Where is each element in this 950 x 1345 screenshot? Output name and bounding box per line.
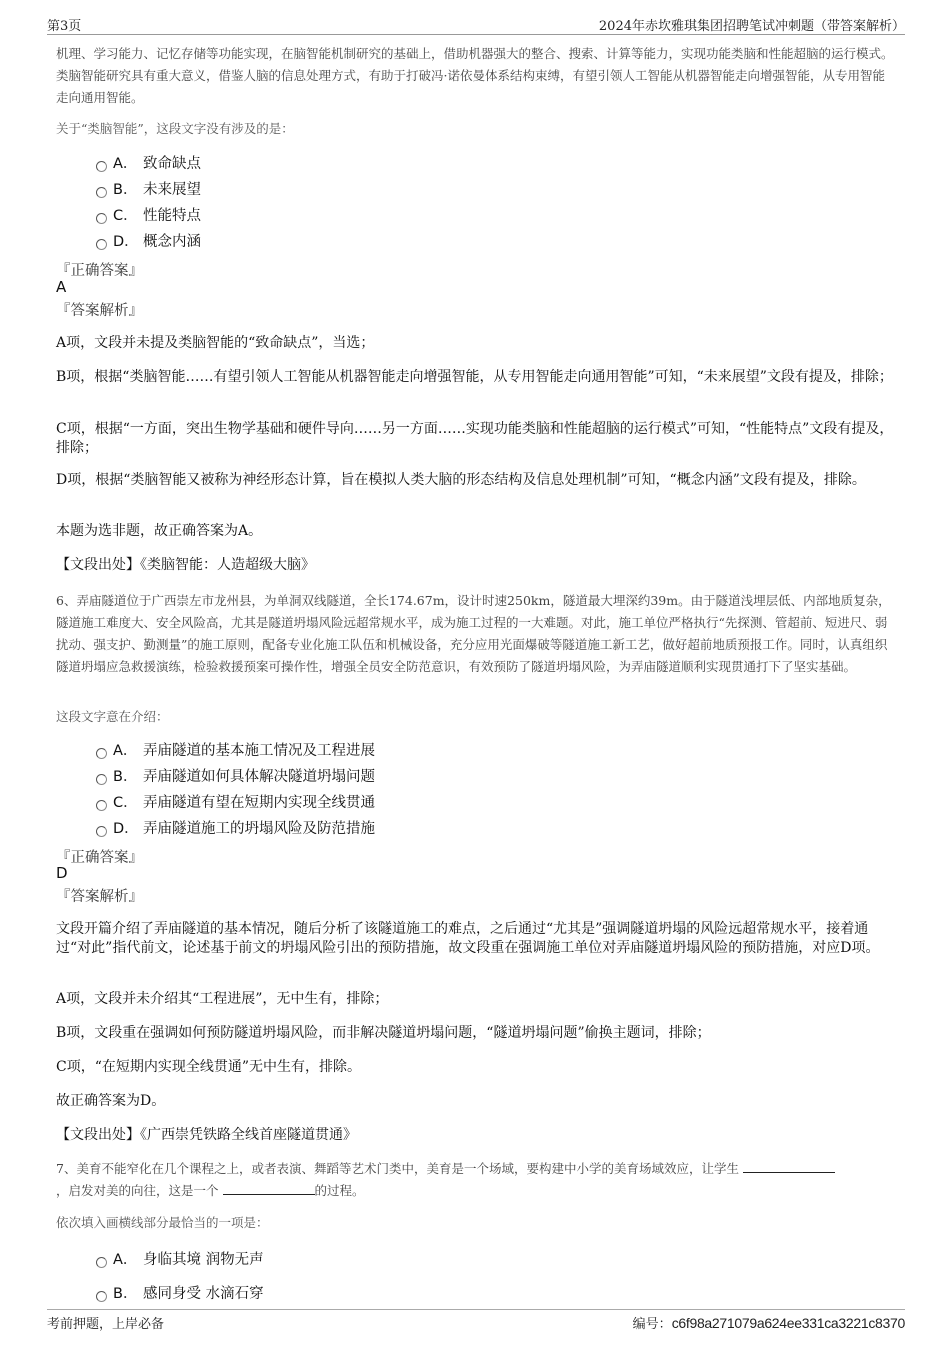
q5-conclusion: 本题为选非题，故正确答案为A。: [56, 523, 263, 539]
q6-option-c[interactable]: C． 弄庙隧道有望在短期内实现全线贯通: [96, 791, 375, 815]
radio-icon[interactable]: [96, 774, 107, 785]
fill-blank-2[interactable]: [223, 1181, 315, 1195]
q5-analysis-b: B项，根据“类脑智能……有望引领人工智能从机器智能走向增强智能，从专用智能走向通用智能”可知，“未来展望”文段有提及，排除；: [56, 369, 893, 385]
q5-analysis-d: D项，根据“类脑智能又被称为神经形态计算，旨在模拟人类大脑的形态结构及信息处理机制”可知，“概念内涵”文段有提及，排除。: [56, 472, 866, 488]
q6-correct-label: 『正确答案』: [56, 850, 143, 866]
fill-blank-1[interactable]: [743, 1159, 835, 1173]
radio-icon[interactable]: [96, 1291, 107, 1302]
q5-option-c[interactable]: C． 性能特点: [96, 204, 201, 228]
q5-option-a[interactable]: A． 致命缺点: [96, 152, 201, 176]
q6-analysis-a: A项，文段并未介绍其“工程进展”，无中生有，排除；: [56, 991, 389, 1007]
q6-option-b[interactable]: B． 弄庙隧道如何具体解决隧道坍塌问题: [96, 765, 375, 789]
document-title: 2024年赤坎雅琪集团招聘笔试冲刺题（带答案解析）: [598, 19, 905, 34]
q7-option-b[interactable]: B． 感同身受 水滴石穿: [96, 1282, 264, 1306]
q6-source: 【文段出处】《广西崇凭铁路全线首座隧道贯通》: [56, 1127, 357, 1143]
q5-analysis-a: A项，文段并未提及类脑智能的“致命缺点”，当选；: [56, 335, 375, 351]
q5-option-b[interactable]: B． 未来展望: [96, 178, 201, 202]
q6-option-d[interactable]: D． 弄庙隧道施工的坍塌风险及防范措施: [96, 817, 375, 841]
radio-icon[interactable]: [96, 161, 107, 172]
page-number: 第3页: [47, 19, 82, 34]
q5-stem: 关于“类脑智能”，这段文字没有涉及的是：: [56, 121, 294, 136]
q5-correct-label: 『正确答案』: [56, 263, 143, 279]
page-footer: [47, 1309, 905, 1334]
q7-passage: 7、美育不能窄化在几个课程之上，或者表演、舞蹈等艺术门类中，美育是一个场域，要构建中小学的美育场域效应，让学生 ，启发对美的向往，这是一个 的过程。: [56, 1158, 896, 1202]
q5-option-d[interactable]: D． 概念内涵: [96, 230, 201, 254]
q5-analysis-c: C项，根据“一方面，突出生物学基础和硬件导向……另一方面……实现功能类脑和性能超脑的运行模式”可知，“性能特点”文段有提及，排除；: [56, 421, 894, 456]
document-code: 编号：c6f98a271079a624ee331ca3221c8370: [632, 1315, 905, 1332]
q5-correct-answer: A: [56, 278, 67, 296]
q5-analysis-label: 『答案解析』: [56, 303, 143, 319]
radio-icon[interactable]: [96, 800, 107, 811]
q6-analysis-summary: 文段开篇介绍了弄庙隧道的基本情况，随后分析了该隧道施工的难点，之后通过“尤其是”强调隧道坍塌的风险远超常规水平，接着通过“对此”指代前文，论述基于前文的坍塌风险引出的预防措施，故文段重在强调施工单位对弄庙隧道坍塌风险的预防措施，对应D项。: [56, 921, 880, 956]
q7-option-a[interactable]: A． 身临其境 润物无声: [96, 1248, 264, 1272]
page-header: [47, 12, 905, 35]
q6-passage: 6、弄庙隧道位于广西崇左市龙州县，为单洞双线隧道，全长174.67m，设计时速250km，隧道最大埋深约39m。由于隧道浅埋层低、内部地质复杂，隧道施工难度大、安全风险高，尤其是隧道坍塌风险远超常规水平，成为施工过程的一大难题。对此，施工单位严格执行“先探测、管超前、短进尺、弱扰动、强支护、勤测量”的施工原则，配备专业化施工队伍和机械设备，充分应用光面爆破等隧道施工新工艺，做好超前地质预报工作。同时，认真组织隧道坍塌应急救援演练，检验救援预案可操作性，增强全员安全防范意识，有效预防了隧道坍塌风险，为弄庙隧道顺利实现贯通打下了坚实基础。: [56, 593, 891, 674]
footer-slogan: 考前押题，上岸必备: [47, 1317, 165, 1332]
q6-stem: 这段文字意在介绍：: [56, 709, 169, 724]
q6-analysis-b: B项，文段重在强调如何预防隧道坍塌风险，而非解决隧道坍塌问题，“隧道坍塌问题”偷换主题词，排除；: [56, 1025, 711, 1041]
q6-analysis-label: 『答案解析』: [56, 889, 143, 905]
q5-passage: 机理、学习能力、记忆存储等功能实现，在脑智能机制研究的基础上，借助机器强大的整合、搜索、计算等能力，实现功能类脑和性能超脑的运行模式。类脑智能研究具有重大意义，借鉴人脑的信息处理方式，有助于打破冯·诺依曼体系结构束缚，有望引领人工智能从机器智能走向增强智能，从专用智能走向通用智能。: [56, 46, 894, 105]
radio-icon[interactable]: [96, 187, 107, 198]
radio-icon[interactable]: [96, 748, 107, 759]
radio-icon[interactable]: [96, 239, 107, 250]
q6-option-a[interactable]: A． 弄庙隧道的基本施工情况及工程进展: [96, 739, 375, 763]
q6-conclusion: 故正确答案为D。: [56, 1093, 166, 1109]
q5-source: 【文段出处】《类脑智能：人造超级大脑》: [56, 557, 315, 573]
q6-correct-answer: D: [56, 864, 68, 882]
radio-icon[interactable]: [96, 213, 107, 224]
radio-icon[interactable]: [96, 826, 107, 837]
radio-icon[interactable]: [96, 1257, 107, 1268]
q6-analysis-c: C项，“在短期内实现全线贯通”无中生有，排除。: [56, 1059, 362, 1075]
q7-stem: 依次填入画横线部分最恰当的一项是：: [56, 1215, 269, 1230]
